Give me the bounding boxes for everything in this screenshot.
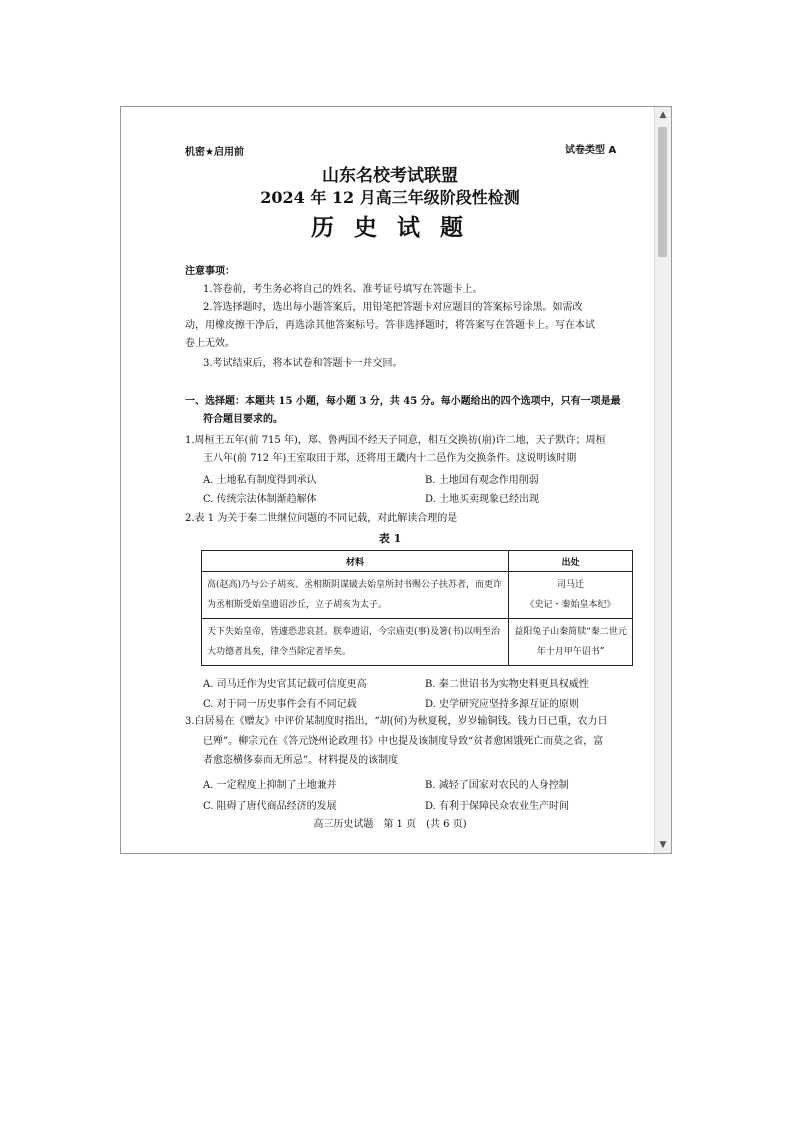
- row-1-source-author: 司马迁: [556, 580, 584, 590]
- subject-title: 历 史 试 题: [310, 214, 470, 241]
- table-title: 表 1: [378, 532, 402, 545]
- q1-stem-line-2: 王八年(前 712 年)王室取田于郑，还将用王畿内十二邑作为交换条件。这说明该时期: [203, 453, 577, 464]
- table-row: [202, 619, 633, 666]
- page-footer: 高三历史试题 第 1 页 (共 6 页): [313, 819, 467, 830]
- q2-stem: 2.表 1 为关于秦二世继位问题的不同记载，对此解读合理的是: [185, 513, 458, 524]
- q3-option-b: B. 减轻了国家对农民的人身控制: [425, 780, 569, 791]
- q1-stem-line-1: 1.周桓王五年(前 715 年)，郑、鲁两国不经天子同意，相互交换祊(崩)许二地，天子默许；周桓: [185, 435, 606, 446]
- secret-label: 机密★启用前: [185, 147, 244, 158]
- scrollbar-thumb[interactable]: [658, 127, 667, 257]
- q2-option-c: C. 对于同一历史事件会有不同记载: [203, 699, 357, 710]
- section-1-heading-cont: 符合题目要求的。: [203, 414, 283, 425]
- q2-table: [201, 550, 633, 666]
- q2-option-b: B. 秦二世诏书为实物史料更具权威性: [425, 679, 589, 690]
- row-1-material: 高(赵高)乃与公子胡亥、丞相斯阴谋破去始皇所封书赐公子扶苏者，而更诈为丞相斯受始皇遗诏沙丘，立子胡亥为太子。: [202, 572, 509, 619]
- col-source-header: 出处: [509, 551, 633, 572]
- notice-item-2-line-3: 卷上无效。: [185, 338, 235, 349]
- scroll-down-arrow-icon[interactable]: ▼: [659, 840, 667, 850]
- notice-item-2-line-2: 动，用橡皮擦干净后，再选涂其他答案标号。答非选择题时，将答案写在答题卡上。写在本试: [185, 320, 595, 331]
- exam-page: [125, 109, 655, 851]
- q3-stem-line-2: 已殚”。柳宗元在《答元饶州论政理书》中也提及该制度导致“贫者愈困饿死亡而莫之省，富: [203, 736, 604, 747]
- q3-option-d: D. 有利于保障民众农业生产时间: [425, 801, 570, 812]
- section-1-heading: 一、选择题：本题共 15 小题，每小题 3 分，共 45 分。每小题给出的四个选项中，只有一项是最: [185, 396, 621, 407]
- q2-option-d: D. 史学研究应坚持多源互证的原则: [425, 699, 580, 710]
- row-1-source-book: 《史记・秦始皇本纪》: [525, 600, 616, 610]
- q3-option-a: A. 一定程度上抑制了土地兼并: [203, 780, 337, 791]
- q3-option-c: C. 阻碍了唐代商品经济的发展: [203, 801, 337, 812]
- notice-item-2-line-1: 2.答选择题时，选出每小题答案后，用铅笔把答题卡对应题目的答案标号涂黑。如需改: [203, 302, 583, 313]
- q1-option-a: A. 土地私有制度得到承认: [203, 475, 317, 486]
- q2-option-a: A. 司马迁作为史官其记载可信度更高: [203, 679, 367, 690]
- q1-option-c: C. 传统宗法体制渐趋解体: [203, 494, 317, 505]
- paper-type-label: 试卷类型 A: [565, 145, 617, 156]
- exam-date-title: 2024 年 12 月高三年级阶段性检测: [260, 188, 520, 207]
- exam-alliance-title: 山东名校考试联盟: [322, 166, 458, 186]
- notice-heading: 注意事项：: [185, 266, 235, 277]
- table-header-row: [202, 551, 633, 572]
- document-viewport: [125, 109, 655, 851]
- q1-option-d: D. 土地买卖现象已经出现: [425, 494, 540, 505]
- row-2-source: 益阳兔子山秦简牍“秦二世元年十月甲午诏书”: [509, 619, 633, 666]
- q3-stem-line-3: 者愈恣横侈泰而无所忌”。材料提及的该制度: [203, 755, 399, 766]
- vertical-scrollbar[interactable]: [654, 107, 671, 853]
- q1-option-b: B. 土地国有观念作用削弱: [425, 475, 539, 486]
- notice-item-1: 1.答卷前，考生务必将自己的姓名、准考证号填写在答题卡上。: [203, 284, 483, 295]
- col-material-header: 材料: [202, 551, 509, 572]
- row-2-material: 天下失始皇帝，皆遽恐悲哀甚。朕奉遗诏，今宗庙吏(事)及箸(书)以明至治大功德者具矣，律令当除定者毕矣。: [202, 619, 509, 666]
- document-viewer: [120, 106, 672, 854]
- scroll-up-arrow-icon[interactable]: ▲: [659, 110, 667, 120]
- q3-stem-line-1: 3.白居易在《赠友》中评价某制度时指出，“胡(何)为秋夏税，岁岁输铜钱。钱力日已重，农力日: [185, 716, 608, 727]
- row-1-source: [509, 572, 633, 619]
- notice-item-3: 3.考试结束后，将本试卷和答题卡一并交回。: [203, 358, 403, 369]
- table-row: [202, 572, 633, 619]
